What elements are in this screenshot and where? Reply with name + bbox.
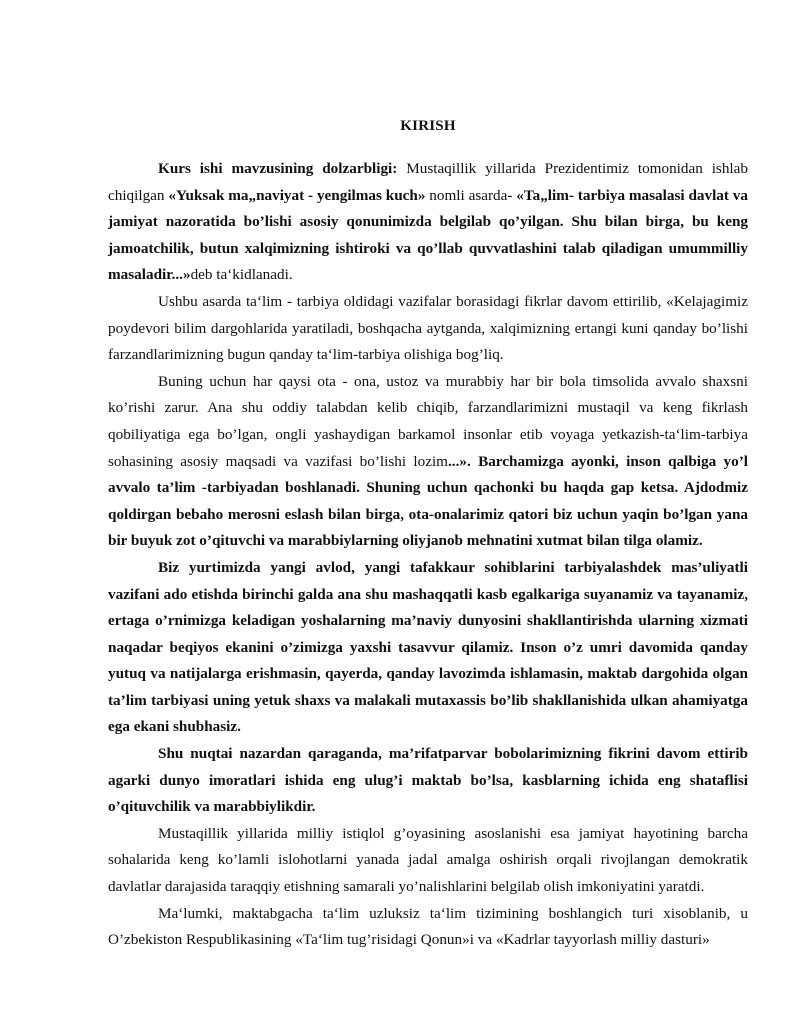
paragraph-4 bbox=[108, 555, 748, 741]
paragraph-1 bbox=[108, 156, 748, 289]
paragraph-5 bbox=[108, 741, 748, 821]
text-run: Ushbu asarda ta‘lim - tarbiya oldidagi vazifalar borasidagi fikrlar davom ettirilib, «Kelajagimiz poydevori bilim dargohlarida yaratiladi, boshqacha aytganda, xalqimizning ertangi kuni qanday bo’lishi farzandlarimizning bugun qanday ta‘lim-tarbiya olishiga bog’liq. bbox=[108, 292, 748, 364]
text-run: «Ta„lim- tarbiya masalasi davlat va jamiyat nazoratida bo’lishi asosiy qonunimizda belgilab qo’yilgan. Shu bilan birga, bu keng jamoatchilik, butun xalqimizning ishtiroki va qo’llab quvvatlashini talab qiladigan umummilliy masaladir...» bbox=[108, 186, 748, 284]
paragraph-6 bbox=[108, 821, 748, 901]
paragraph-2 bbox=[108, 289, 748, 369]
text-run: Ma‘lumki, maktabgacha ta‘lim uzluksiz ta‘lim tizimining boshlangich turi xisoblanib, u O’zbekiston Respublikasining «Ta‘lim tug’risidagi Qonun»i va «Kadrlar tayyorlash milliy dasturi» bbox=[108, 904, 748, 949]
text-run: «Yuksak ma„naviyat - yengilmas kuch» bbox=[168, 186, 426, 204]
text-run: Mustaqillik yillarida milliy istiqlol g’oyasining asoslanishi esa jamiyat hayotining barcha sohalarida keng ko’lamli islohotlarni yanada jadal amalga oshirish orqali rivojlangan demokratik davlatlar darajasida taraqqiy etishning samarali yo’nalishlarini belgilab olish imkoniyatini yaratdi. bbox=[108, 824, 748, 896]
paragraph-7 bbox=[108, 901, 748, 954]
text-run: Kurs ishi mavzusining dolzarbligi: bbox=[158, 160, 398, 177]
document-body bbox=[108, 156, 748, 954]
text-run: Buning uchun har qaysi ota - ona, ustoz va murabbiy har bir bola timsolida avvalo shaxsni ko’rishi zarur. Ana shu oddiy talabdan kelib chiqib, farzandlarimizni mustaqil va keng fikrlash qobiliyatiga ega bo’lgan, ongli yashaydigan barkamol insonlar etib voyaga yetkazish-ta‘lim-tarbiya sohasining asosiy maqsadi va vazifasi bo’lishi lozim bbox=[108, 372, 748, 470]
text-run: Mustaqillik yillarida Prezidentimiz tomonidan ishlab chiqilgan bbox=[108, 160, 748, 204]
paragraph-3 bbox=[108, 369, 748, 555]
text-run: nomli asarda- bbox=[425, 186, 517, 204]
text-run: Shu nuqtai nazardan qaraganda, ma’rifatparvar bobolarimizning fikrini davom ettirib agarki dunyo imoratlari ishida eng ulug’i maktab bo’lsa, kasblarning ichida eng shataflisi o’qituvchilik va marabbiylikdir. bbox=[108, 745, 748, 816]
page-title: KIRISH bbox=[400, 118, 456, 134]
text-run: deb ta‘kidlanadi. bbox=[190, 266, 293, 284]
text-run: Biz yurtimizda yangi avlod, yangi tafakkaur sohiblarini tarbiyalashdek mas’uliyatli vazifani ado etishda birinchi galda ana shu mashaqqatli kasb egalkariga suyanamiz va tayanamiz, ertaga o’rnimizga keladigan yoshalarning ma’naviy dunyosini shakllantirishda ularning xizmati naqadar beqiyos ekanini o’zimizga yaxshi tasavvur qilamiz. Inson o’z umri davomida qanday yutuq va natijalarga erishmasin, qayerda, qanday lavozimda ishlamasin, maktab dargohida olgan ta’lim tarbiyasi uning yetuk shaxs va malakali mutaxassis bo’lib shakllanishida ulkan ahamiyatga ega ekani shubhasiz. bbox=[108, 558, 748, 736]
text-run: ...». Barchamizga ayonki, inson qalbiga yo’l avvalo ta’lim -tarbiyadan boshlanadi. Shuning uchun qachonki bu haqda gap ketsa. Ajdodmiz qoldirgan bebaho merosni eslash bilan birga, ota-onalarimiz qatori biz uchun yaqin bo’lgan yana bir buyuk zot o’qituvchi va marabbiylarning oliyjanob mehnatini xutmat bilan tilga olamiz. bbox=[108, 452, 748, 550]
